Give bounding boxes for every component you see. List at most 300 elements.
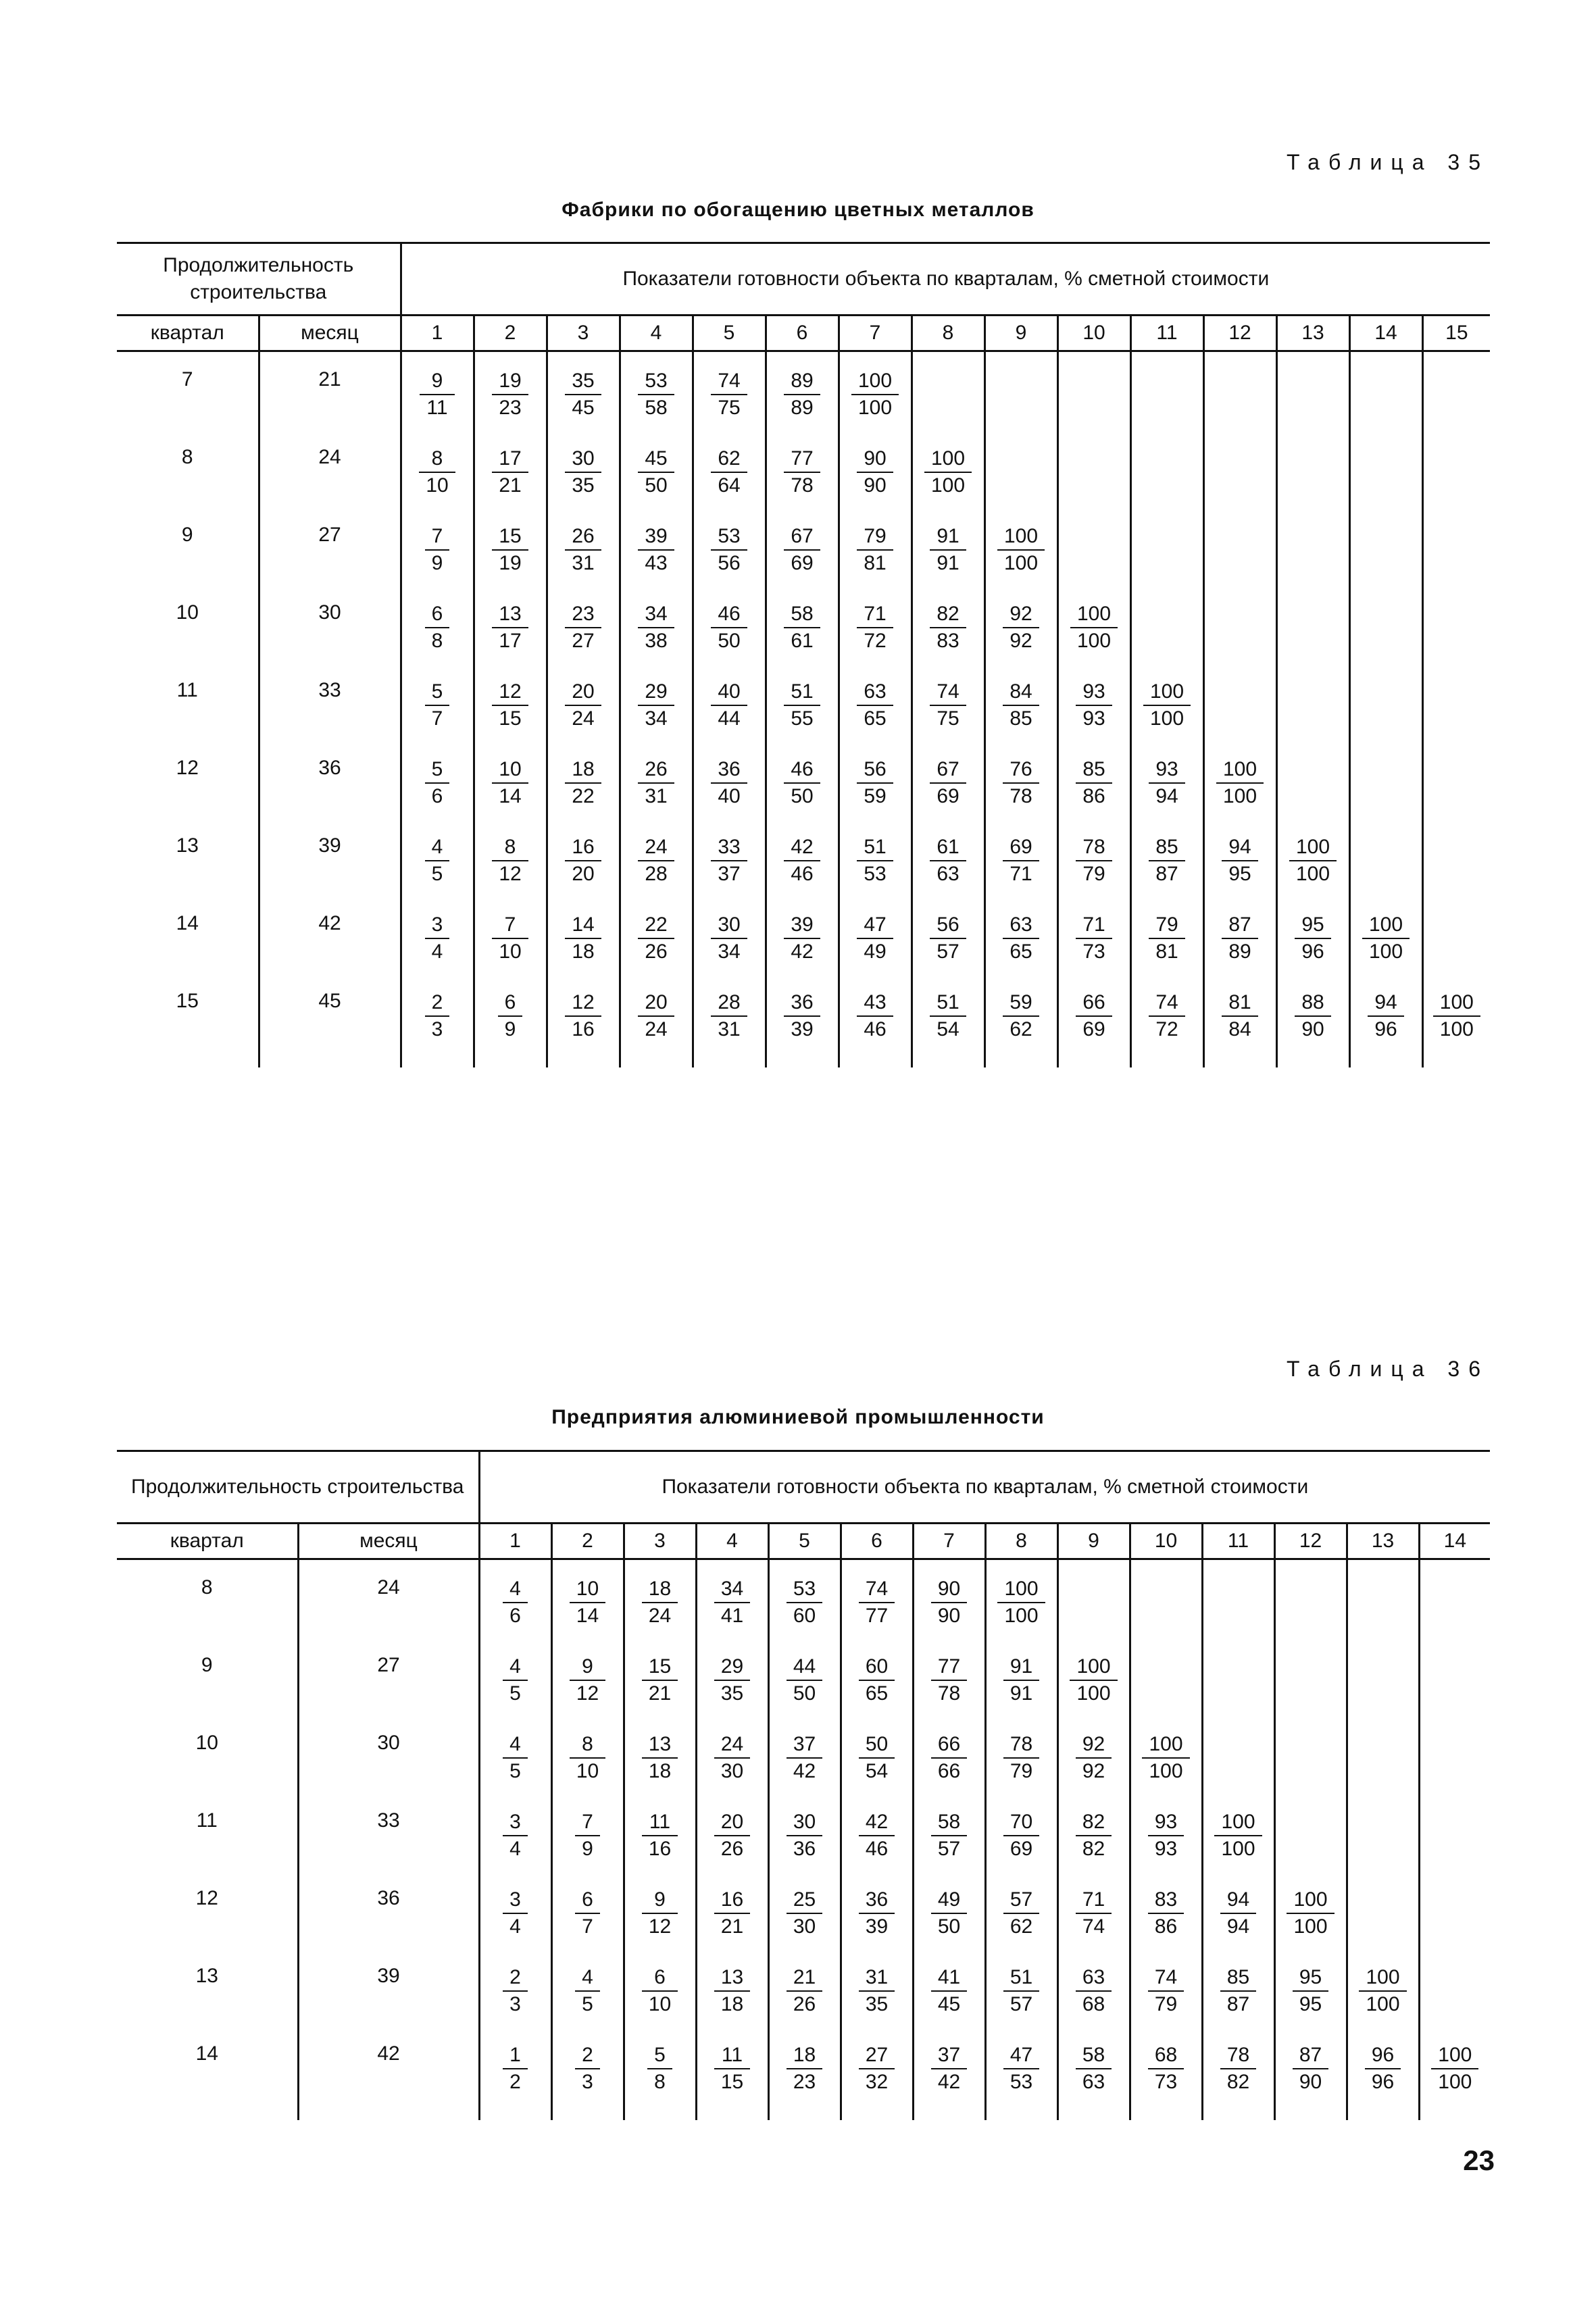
fraction-bottom: 3 [431, 1018, 443, 1040]
fraction-top: 94 [1222, 834, 1257, 861]
readiness-cell [1347, 1809, 1419, 1887]
spacer-cell [117, 351, 259, 369]
fraction-bottom: 75 [718, 397, 741, 419]
fraction-top: 16 [714, 1887, 750, 1914]
fraction-bottom: 50 [645, 474, 668, 497]
fraction-top: 100 [1214, 1809, 1262, 1836]
quarter-column-header: 8 [985, 1524, 1057, 1559]
fraction-top: 49 [931, 1887, 967, 1914]
readiness-fraction [930, 601, 966, 654]
fraction-bottom: 82 [1226, 2071, 1250, 2093]
fraction-bottom: 5 [509, 1760, 521, 1782]
readiness-cell [620, 524, 693, 601]
readiness-cell [551, 1809, 624, 1887]
duration-month-cell: 42 [259, 912, 401, 990]
fraction-bottom: 57 [1009, 1993, 1033, 2015]
fraction-top: 81 [1222, 990, 1257, 1017]
fraction-top: 26 [565, 524, 601, 551]
readiness-cell [1057, 524, 1130, 601]
readiness-cell [1202, 1654, 1274, 1732]
readiness-cell [479, 1887, 551, 1965]
table-row [117, 1965, 1490, 2042]
fraction-bottom: 41 [720, 1605, 744, 1627]
fraction-top: 59 [1003, 990, 1039, 1017]
readiness-cell [913, 2042, 985, 2120]
fraction-top: 93 [1148, 1809, 1184, 1836]
spacer-cell [1276, 351, 1349, 369]
readiness-cell [912, 524, 984, 601]
duration-month-cell: 33 [298, 1809, 479, 1887]
fraction-bottom: 23 [499, 397, 522, 419]
fraction-bottom: 10 [648, 1993, 672, 2015]
spacer-cell [1203, 351, 1276, 369]
fraction-bottom: 100 [1438, 2071, 1472, 2093]
fraction-bottom: 83 [937, 630, 959, 652]
table-row [117, 912, 1490, 990]
readiness-fraction [419, 446, 455, 499]
duration-month-cell: 39 [259, 834, 401, 912]
readiness-fraction [1148, 2042, 1184, 2095]
fraction-top: 6 [498, 990, 523, 1017]
fraction-top: 78 [1220, 2042, 1256, 2069]
readiness-fraction [565, 834, 601, 887]
readiness-cell [547, 601, 620, 679]
fraction-bottom: 42 [937, 2071, 961, 2093]
fraction-bottom: 2 [509, 2071, 521, 2093]
duration-quarter-cell: 10 [195, 1732, 218, 1754]
readiness-cell [696, 1576, 768, 1654]
readiness-cell [913, 1732, 985, 1809]
readiness-fraction [787, 1809, 822, 1862]
fraction-bottom: 3 [509, 1993, 521, 2015]
fraction-top: 71 [1076, 1887, 1112, 1914]
readiness-fraction [714, 2042, 750, 2095]
fraction-top: 9 [642, 1887, 678, 1914]
readiness-fraction [711, 834, 747, 887]
readiness-fraction [1076, 757, 1112, 809]
table-row [117, 1887, 1490, 1965]
readiness-cell [984, 990, 1057, 1067]
fraction-bottom: 42 [793, 1760, 816, 1782]
readiness-fraction [638, 990, 674, 1042]
readiness-fraction [1003, 1732, 1039, 1784]
readiness-fraction [565, 990, 601, 1042]
readiness-fraction [1003, 912, 1039, 965]
readiness-fraction [498, 990, 523, 1042]
fraction-top: 14 [565, 912, 601, 939]
readiness-fraction [492, 524, 528, 576]
readiness-cell [984, 912, 1057, 990]
readiness-fraction [1220, 2042, 1256, 2095]
readiness-cell [1130, 601, 1203, 679]
fraction-top: 34 [714, 1576, 750, 1603]
readiness-fraction [565, 601, 601, 654]
fraction-bottom: 22 [572, 785, 595, 807]
fraction-top: 4 [575, 1965, 600, 1992]
fraction-top: 43 [857, 990, 893, 1017]
fraction-bottom: 72 [864, 630, 887, 652]
readiness-cell [693, 679, 766, 757]
month-header: месяц [259, 316, 401, 351]
readiness-fraction [575, 1887, 600, 1940]
quarter-column-header: 2 [551, 1524, 624, 1559]
readiness-fraction [784, 834, 820, 887]
readiness-fraction [714, 1887, 750, 1940]
table-row [117, 2042, 1490, 2120]
readiness-cell [1202, 1887, 1274, 1965]
fraction-top: 100 [1359, 1965, 1406, 1992]
fraction-top: 11 [714, 2042, 750, 2069]
fraction-bottom: 45 [937, 1993, 961, 2015]
readiness-fraction [492, 757, 528, 809]
readiness-cell [841, 2042, 913, 2120]
readiness-fraction [857, 679, 893, 732]
readiness-cell [401, 446, 474, 524]
readiness-cell [624, 2042, 696, 2120]
readiness-cell [984, 368, 1057, 446]
fraction-top: 23 [565, 601, 601, 628]
fraction-bottom: 30 [793, 1915, 816, 1938]
readiness-fraction [1216, 757, 1264, 809]
spacer-cell [298, 1559, 479, 1577]
readiness-cell [766, 834, 839, 912]
readiness-cell [474, 601, 547, 679]
fraction-top: 7 [425, 524, 450, 551]
fraction-bottom: 100 [1004, 1605, 1039, 1627]
spacer-cell [841, 1559, 913, 1577]
readiness-fraction [1003, 757, 1039, 809]
fraction-bottom: 10 [499, 940, 522, 963]
fraction-top: 10 [492, 757, 528, 784]
fraction-bottom: 72 [1155, 1018, 1178, 1040]
spacer-cell [984, 351, 1057, 369]
fraction-top: 79 [857, 524, 893, 551]
fraction-top: 85 [1149, 834, 1184, 861]
readiness-cell [1057, 990, 1130, 1067]
fraction-top: 71 [1076, 912, 1112, 939]
readiness-cell [839, 834, 912, 912]
fraction-top: 2 [503, 1965, 528, 1992]
fraction-top: 63 [1003, 912, 1039, 939]
fraction-top: 20 [638, 990, 674, 1017]
readiness-fraction [714, 1732, 750, 1784]
fraction-top: 100 [997, 524, 1045, 551]
fraction-top: 42 [859, 1809, 895, 1836]
readiness-cell [693, 757, 766, 834]
readiness-cell [474, 368, 547, 446]
fraction-top: 6 [575, 1887, 600, 1914]
fraction-bottom: 7 [431, 707, 443, 730]
duration-quarter-cell: 10 [176, 601, 199, 624]
readiness-cell [1349, 446, 1422, 524]
fraction-bottom: 78 [1009, 785, 1032, 807]
fraction-bottom: 69 [1009, 1838, 1033, 1860]
readiness-fraction [1003, 2042, 1039, 2095]
fraction-bottom: 44 [718, 707, 741, 730]
readiness-fraction [1222, 912, 1257, 965]
readiness-fraction [1076, 834, 1112, 887]
readiness-cell [1349, 990, 1422, 1067]
readiness-fraction [642, 1654, 678, 1707]
fraction-top: 24 [714, 1732, 750, 1759]
fraction-top: 100 [1070, 601, 1118, 628]
duration-month-cell: 36 [298, 1887, 479, 1965]
fraction-bottom: 26 [720, 1838, 744, 1860]
quarter-column-header: 13 [1276, 316, 1349, 351]
readiness-fraction [1142, 1732, 1189, 1784]
readiness-cell [551, 1654, 624, 1732]
readiness-fraction [931, 1809, 967, 1862]
readiness-cell [913, 1654, 985, 1732]
fraction-bottom: 93 [1082, 707, 1105, 730]
readiness-cell [1202, 1809, 1274, 1887]
fraction-bottom: 4 [509, 1915, 521, 1938]
readiness-cell [401, 524, 474, 601]
table-35 [117, 242, 1490, 1067]
readiness-fraction [492, 601, 528, 654]
fraction-top: 92 [1076, 1732, 1112, 1759]
fraction-top: 24 [638, 834, 674, 861]
readiness-fraction [859, 1965, 895, 2017]
readiness-fraction [931, 1887, 967, 1940]
fraction-top: 90 [857, 446, 893, 473]
fraction-top: 90 [931, 1576, 967, 1603]
fraction-bottom: 56 [718, 552, 741, 574]
readiness-cell [693, 446, 766, 524]
duration-month-cell: 39 [298, 1965, 479, 2042]
readiness-fraction [1076, 1887, 1112, 1940]
fraction-bottom: 10 [576, 1760, 599, 1782]
readiness-cell [620, 912, 693, 990]
quarter-column-header: 9 [1057, 1524, 1130, 1559]
readiness-cell [766, 679, 839, 757]
fraction-bottom: 6 [431, 785, 443, 807]
readiness-cell [839, 757, 912, 834]
readiness-fraction [857, 912, 893, 965]
readiness-fraction [859, 2042, 895, 2095]
fraction-top: 87 [1222, 912, 1257, 939]
readiness-cell [985, 2042, 1057, 2120]
readiness-fraction [931, 1732, 967, 1784]
fraction-bottom: 57 [937, 1838, 961, 1860]
readiness-fraction [711, 679, 747, 732]
fraction-bottom: 86 [1082, 785, 1105, 807]
readiness-fraction [575, 1965, 600, 2017]
fraction-top: 13 [714, 1965, 750, 1992]
fraction-bottom: 8 [431, 630, 443, 652]
fraction-bottom: 38 [645, 630, 668, 652]
fraction-bottom: 100 [1076, 630, 1112, 652]
readiness-cell [620, 368, 693, 446]
fraction-top: 35 [565, 368, 601, 395]
readiness-fraction [492, 834, 528, 887]
fraction-bottom: 100 [1149, 707, 1184, 730]
readiness-cell [841, 1576, 913, 1654]
fraction-bottom: 71 [1009, 863, 1032, 885]
readiness-cell [1419, 2042, 1490, 2120]
fraction-bottom: 89 [791, 397, 814, 419]
readiness-fraction [930, 990, 966, 1042]
readiness-cell [693, 601, 766, 679]
readiness-cell [620, 601, 693, 679]
fraction-top: 17 [492, 446, 528, 473]
quarter-column-header: 5 [768, 1524, 841, 1559]
fraction-bottom: 87 [1226, 1993, 1250, 2015]
readiness-cell [1203, 757, 1276, 834]
fraction-bottom: 50 [937, 1915, 961, 1938]
readiness-cell [693, 834, 766, 912]
readiness-cell [766, 601, 839, 679]
fraction-top: 66 [1076, 990, 1112, 1017]
readiness-fraction [425, 990, 450, 1042]
fraction-top: 1 [503, 2042, 528, 2069]
fraction-bottom: 91 [1009, 1682, 1033, 1705]
readiness-cell [1276, 446, 1349, 524]
readiness-cell [1202, 1576, 1274, 1654]
fraction-bottom: 79 [1154, 1993, 1178, 2015]
readiness-fraction [503, 1809, 528, 1862]
readiness-cell [1274, 1965, 1347, 2042]
fraction-top: 3 [503, 1809, 528, 1836]
fraction-top: 61 [930, 834, 966, 861]
readiness-cell [1419, 1965, 1490, 2042]
fraction-top: 66 [931, 1732, 967, 1759]
readiness-fraction [711, 524, 747, 576]
spacer-cell [401, 351, 474, 369]
fraction-bottom: 39 [865, 1915, 889, 1938]
duration-header: Продолжительность строительства [117, 1451, 479, 1524]
quarter-column-header: 13 [1347, 1524, 1419, 1559]
readiness-cell [693, 368, 766, 446]
readiness-fraction [1148, 1809, 1184, 1862]
readiness-cell [766, 912, 839, 990]
readiness-fraction [787, 1732, 822, 1784]
readiness-cell [624, 1654, 696, 1732]
readiness-cell [1057, 679, 1130, 757]
readiness-cell [1130, 2042, 1202, 2120]
readiness-cell [1202, 2042, 1274, 2120]
quarter-column-header: 14 [1349, 316, 1422, 351]
readiness-cell [401, 368, 474, 446]
spacer-cell [1422, 351, 1490, 369]
readiness-cell [1422, 524, 1490, 601]
readiness-cell [1057, 2042, 1130, 2120]
fraction-bottom: 90 [1299, 2071, 1322, 2093]
fraction-top: 67 [784, 524, 820, 551]
readiness-cell [985, 1887, 1057, 1965]
fraction-bottom: 100 [1368, 940, 1403, 963]
fraction-top: 91 [1003, 1654, 1039, 1681]
fraction-bottom: 8 [654, 2071, 666, 2093]
fraction-top: 85 [1076, 757, 1112, 784]
fraction-bottom: 18 [572, 940, 595, 963]
readiness-cell [547, 446, 620, 524]
fraction-bottom: 24 [645, 1018, 668, 1040]
readiness-fraction [1076, 1965, 1112, 2017]
readiness-cell [1349, 601, 1422, 679]
readiness-fraction [930, 679, 966, 732]
fraction-top: 36 [711, 757, 747, 784]
readiness-cell [1057, 446, 1130, 524]
duration-month-cell: 36 [259, 757, 401, 834]
readiness-cell [984, 757, 1057, 834]
quarter-column-header: 7 [913, 1524, 985, 1559]
fraction-bottom: 73 [1154, 2071, 1178, 2093]
readiness-cell [551, 1965, 624, 2042]
readiness-fraction [1293, 1965, 1328, 2017]
fraction-bottom: 92 [1009, 630, 1032, 652]
spacer-cell [117, 1559, 298, 1577]
readiness-fraction [997, 1576, 1045, 1629]
quarter-column-header: 1 [479, 1524, 551, 1559]
fraction-bottom: 43 [645, 552, 668, 574]
fraction-top: 12 [565, 990, 601, 1017]
readiness-fraction [425, 757, 450, 809]
readiness-cell [474, 990, 547, 1067]
fraction-top: 39 [638, 524, 674, 551]
readiness-cell [1203, 834, 1276, 912]
readiness-fraction [1003, 1654, 1039, 1707]
quarter-column-header: 3 [547, 316, 620, 351]
fraction-bottom: 53 [1009, 2071, 1033, 2093]
readiness-cell [1274, 2042, 1347, 2120]
readiness-fraction [930, 757, 966, 809]
readiness-fraction [565, 912, 601, 965]
readiness-cell [1422, 912, 1490, 990]
readiness-cell [1130, 679, 1203, 757]
month-header: месяц [298, 1524, 479, 1559]
fraction-top: 57 [1003, 1887, 1039, 1914]
readiness-cell [1057, 1887, 1130, 1965]
table-row [117, 1576, 1490, 1654]
readiness-cell [841, 1887, 913, 1965]
fraction-top: 94 [1368, 990, 1403, 1017]
fraction-bottom: 3 [582, 2071, 593, 2093]
readiness-fraction [859, 1887, 895, 1940]
readiness-fraction [1149, 834, 1184, 887]
fraction-top: 100 [1289, 834, 1337, 861]
fraction-bottom: 12 [576, 1682, 599, 1705]
readiness-fraction [1076, 990, 1112, 1042]
readiness-fraction [647, 2042, 672, 2095]
readiness-cell [1203, 912, 1276, 990]
fraction-top: 4 [503, 1732, 528, 1759]
quarter-column-header: 6 [841, 1524, 913, 1559]
fraction-top: 4 [503, 1576, 528, 1603]
fraction-top: 84 [1003, 679, 1039, 706]
fraction-top: 20 [714, 1809, 750, 1836]
fraction-bottom: 5 [431, 863, 443, 885]
spacer-cell [839, 351, 912, 369]
readiness-fraction [565, 368, 601, 421]
readiness-fraction [638, 368, 674, 421]
quarter-column-header: 1 [401, 316, 474, 351]
readiness-cell [1057, 1965, 1130, 2042]
readiness-cell [839, 912, 912, 990]
fraction-bottom: 69 [1082, 1018, 1105, 1040]
fraction-top: 74 [859, 1576, 895, 1603]
readiness-cell [620, 834, 693, 912]
readiness-cell [984, 524, 1057, 601]
readiness-fraction [1222, 990, 1257, 1042]
readiness-fraction [931, 1654, 967, 1707]
fraction-top: 6 [642, 1965, 678, 1992]
fraction-top: 11 [642, 1809, 678, 1836]
fraction-top: 5 [425, 679, 450, 706]
readiness-cell [401, 601, 474, 679]
readiness-fraction [642, 1809, 678, 1862]
readiness-cell [1130, 912, 1203, 990]
